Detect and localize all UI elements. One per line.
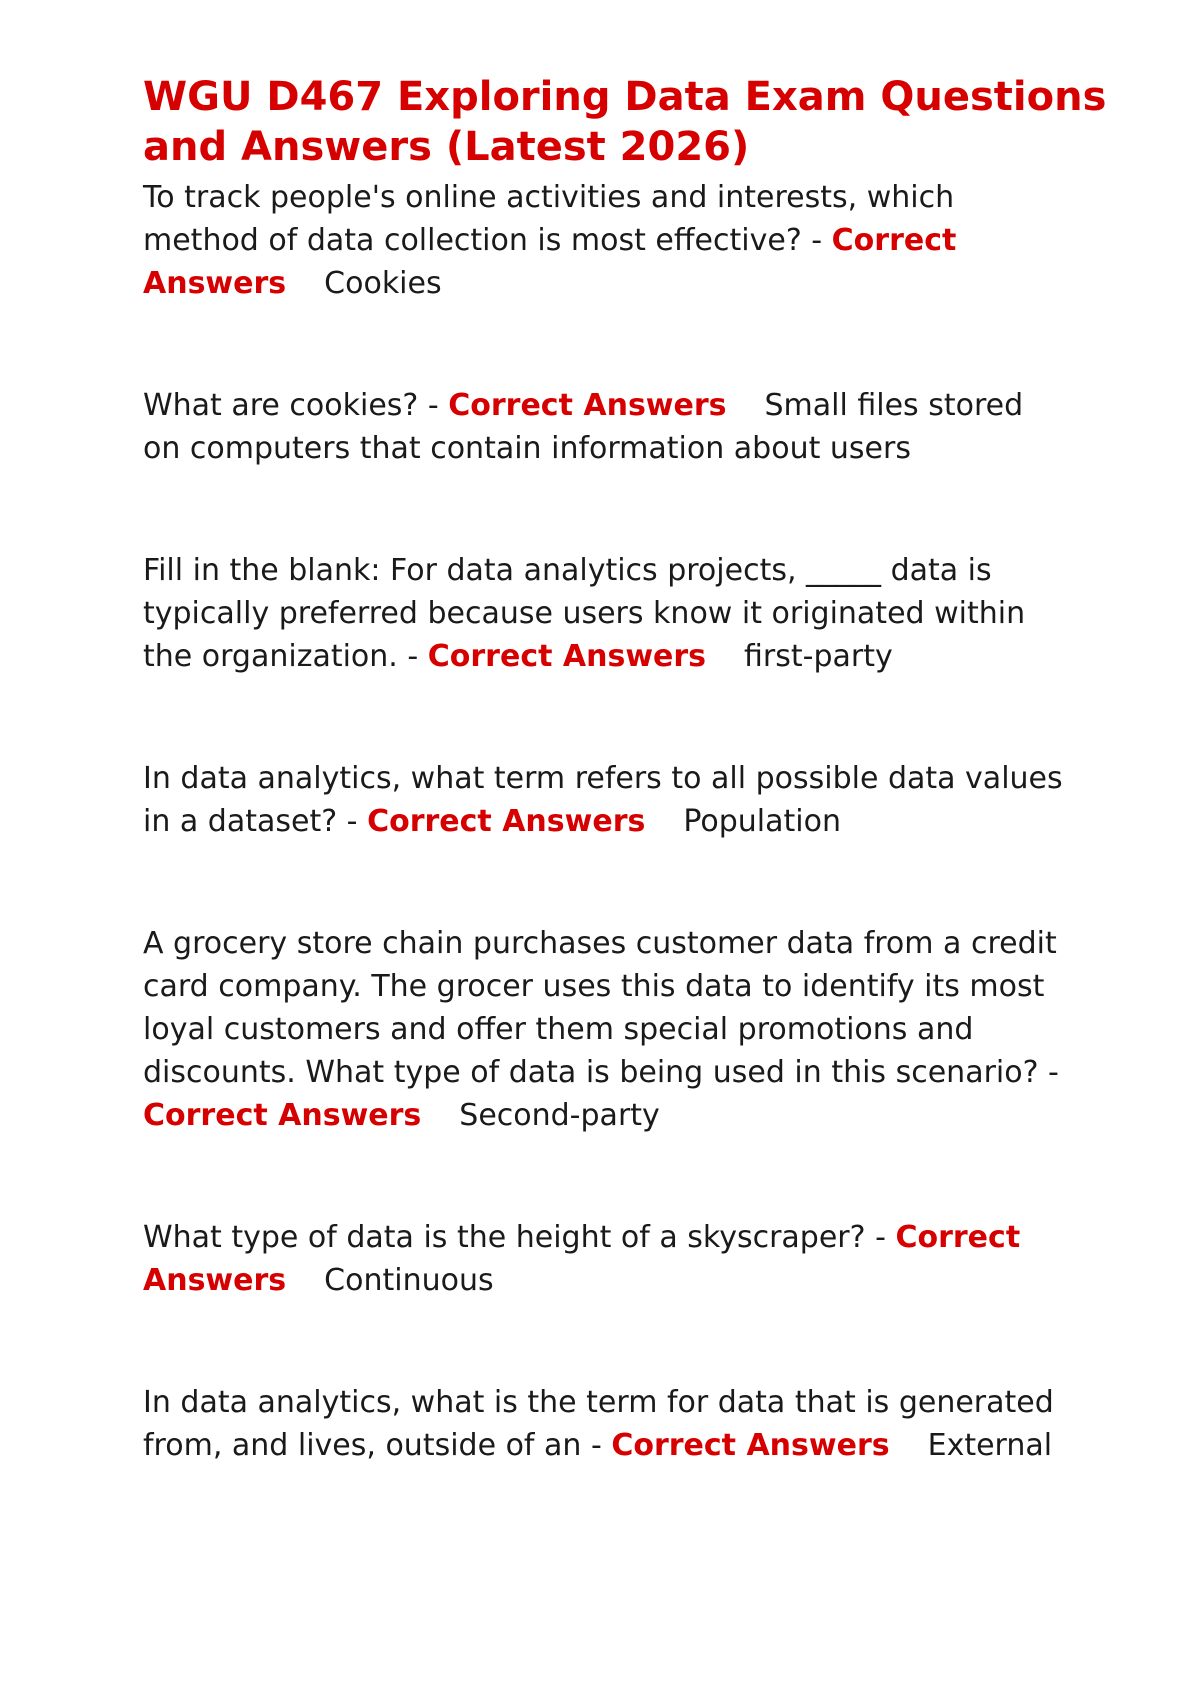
correct-answers-label: Correct Answers bbox=[143, 1220, 1021, 1298]
question-text: Fill in the blank: For data analytics projects, _____ data is typically preferred because users know it originated within the organization. - bbox=[143, 553, 1026, 674]
answer-text: first-party bbox=[744, 639, 893, 674]
qa-item-2 bbox=[143, 384, 1063, 470]
correct-answers-label: Correct Answers bbox=[367, 804, 646, 839]
answer-text: Second-party bbox=[459, 1098, 660, 1133]
answer-text: Small files stored on computers that contain information about users bbox=[143, 388, 1024, 466]
answer-text: External bbox=[927, 1428, 1053, 1463]
question-text: In data analytics, what is the term for data that is generated from, and lives, outside of an - bbox=[143, 1385, 1054, 1463]
answer-text: Continuous bbox=[324, 1263, 494, 1298]
qa-item-6 bbox=[143, 1216, 1063, 1302]
correct-answers-label: Correct Answers bbox=[427, 639, 707, 674]
qa-item-1 bbox=[143, 176, 1063, 305]
answer-text: Cookies bbox=[324, 266, 442, 301]
qa-item-5 bbox=[143, 922, 1063, 1137]
qa-item-4 bbox=[143, 757, 1063, 843]
answer-text: Population bbox=[683, 804, 841, 839]
question-text: What are cookies? - bbox=[143, 388, 449, 423]
question-text: To track people's online activities and interests, which method of data collection is most effective? - bbox=[143, 180, 955, 258]
correct-answers-label: Correct Answers bbox=[448, 388, 727, 423]
document-title: WGU D467 Exploring Data Exam Questions and Answers (Latest 2026) bbox=[143, 74, 1107, 170]
question-text: A grocery store chain purchases customer data from a credit card company. The grocer uses this data to identify its most loyal customers and offer them special promotions and discounts. What type of data is being used in this scenario? - bbox=[143, 926, 1059, 1090]
qa-item-7 bbox=[143, 1381, 1063, 1467]
question-text: In data analytics, what term refers to all possible data values in a dataset? - bbox=[143, 761, 1063, 839]
correct-answers-label: Correct Answers bbox=[143, 223, 957, 301]
correct-answers-label: Correct Answers bbox=[611, 1428, 890, 1463]
question-text: What type of data is the height of a skyscraper? - bbox=[143, 1220, 896, 1255]
correct-answers-label: Correct Answers bbox=[143, 1098, 422, 1133]
qa-item-3 bbox=[143, 549, 1063, 678]
